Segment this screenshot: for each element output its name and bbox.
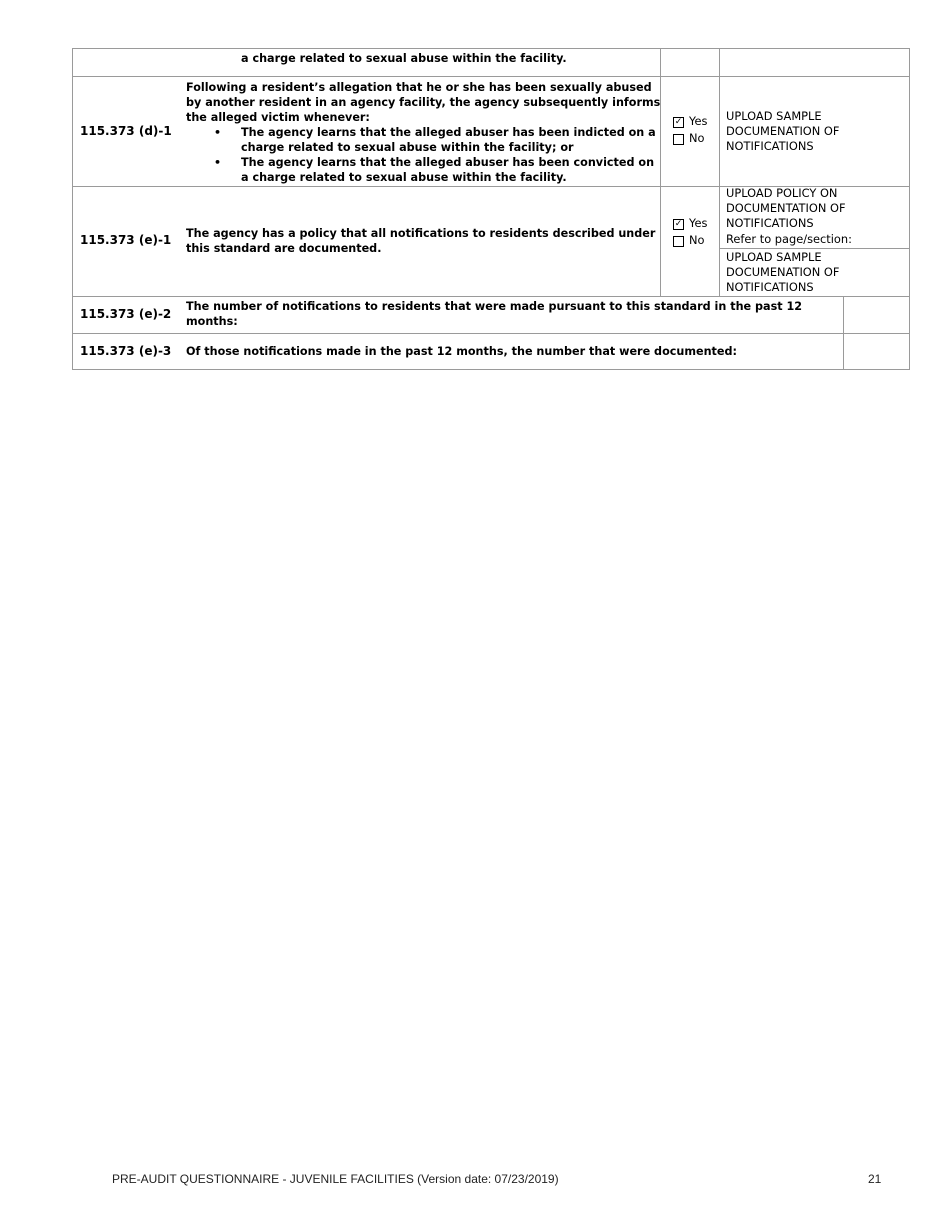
row-divider [72, 76, 910, 77]
page-section-reference[interactable]: Refer to page/section: [726, 232, 852, 246]
upload-link[interactable]: UPLOAD POLICY ON [726, 186, 838, 200]
standard-id: 115.373 (e)-2 [80, 307, 172, 321]
bullet-marker: • [214, 126, 222, 139]
row-divider [72, 296, 910, 297]
yes-checkbox[interactable]: ✓ [674, 117, 683, 127]
question-text: Of those notifications made in the past 12 months, the number that were documented: [186, 345, 737, 358]
upload-link[interactable]: DOCUMENATION OF [726, 124, 840, 138]
question-text: The number of notifications to residents that were made pursuant to this standard in the past 12 [186, 300, 803, 313]
upload-link[interactable]: DOCUMENTATION OF [726, 201, 846, 215]
bullet-text: The agency learns that the alleged abuser has been indicted on a [241, 126, 656, 139]
no-checkbox[interactable] [673, 134, 684, 145]
question-text: months: [186, 315, 238, 328]
bullet-marker: • [214, 156, 222, 169]
upload-link[interactable]: NOTIFICATIONS [726, 280, 814, 294]
yes-label: Yes [689, 114, 708, 128]
standard-id: 115.373 (e)-1 [80, 233, 172, 247]
column-divider [660, 48, 661, 296]
question-text: Following a resident’s allegation that he or she has been sexually abused [186, 81, 652, 94]
question-text: the alleged victim whenever: [186, 111, 370, 124]
upload-link[interactable]: NOTIFICATIONS [726, 216, 814, 230]
upload-link[interactable]: DOCUMENATION OF [726, 265, 840, 279]
yes-label: Yes [689, 216, 708, 230]
upload-link[interactable]: UPLOAD SAMPLE [726, 250, 822, 264]
question-text: by another resident in an agency facility, the agency subsequently informs [186, 96, 661, 109]
upload-link[interactable]: UPLOAD SAMPLE [726, 109, 822, 123]
answer-column-divider [843, 296, 844, 370]
page-number: 21 [868, 1172, 882, 1186]
bullet-text: charge related to sexual abuse within the facility; or [241, 141, 574, 154]
row-divider [72, 333, 910, 334]
question-text: The agency has a policy that all notifications to residents described under [186, 227, 656, 240]
no-checkbox[interactable] [673, 236, 684, 247]
standard-id: 115.373 (d)-1 [80, 124, 172, 138]
standard-id: 115.373 (e)-3 [80, 344, 172, 358]
column-divider [719, 48, 720, 296]
question-text: this standard are documented. [186, 242, 382, 255]
doc-divider [719, 248, 910, 249]
no-label: No [689, 233, 705, 247]
yes-checkbox[interactable]: ✓ [674, 219, 683, 229]
bullet-text: The agency learns that the alleged abuser has been convicted on [241, 156, 655, 169]
footer-title: PRE-AUDIT QUESTIONNAIRE - JUVENILE FACILITIES (Version date: 07/23/2019) [112, 1172, 559, 1186]
bullet-text: a charge related to sexual abuse within the facility. [241, 171, 567, 184]
continuation-text: a charge related to sexual abuse within the facility. [241, 52, 567, 65]
no-label: No [689, 131, 705, 145]
upload-link[interactable]: NOTIFICATIONS [726, 139, 814, 153]
